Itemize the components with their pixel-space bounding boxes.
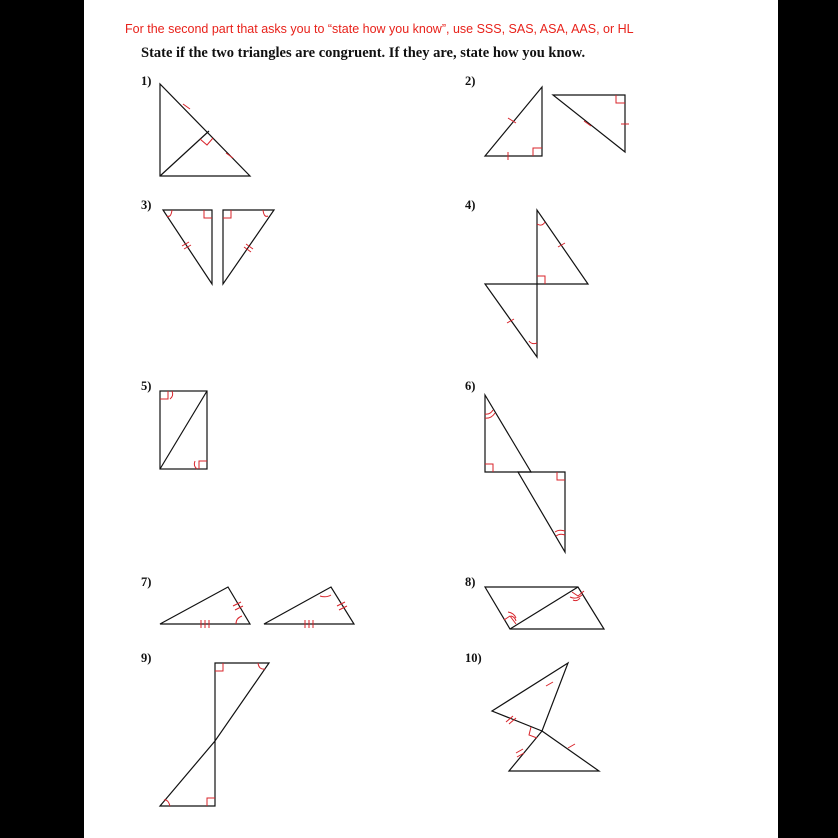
problem-2-number: 2): [465, 74, 476, 88]
problem-10-number: 10): [465, 651, 482, 665]
problem-6-number: 6): [465, 379, 476, 393]
figure-7: [160, 587, 354, 628]
figure-2: [485, 87, 629, 160]
figure-3: [163, 210, 274, 284]
figure-5: [160, 391, 207, 469]
problem-9-number: 9): [141, 651, 152, 665]
figure-1: [160, 84, 250, 176]
figure-4: [485, 210, 588, 357]
problem-1-number: 1): [141, 74, 152, 88]
instruction-note: For the second part that asks you to “state how you know”, use SSS, SAS, ASA, AAS, or HL: [125, 22, 634, 36]
figure-10: [492, 663, 599, 771]
problem-8-number: 8): [465, 575, 476, 589]
worksheet-heading: State if the two triangles are congruent. If they are, state how you know.: [141, 45, 586, 61]
problem-3-number: 3): [141, 198, 152, 212]
figure-9: [160, 663, 269, 806]
problem-4-number: 4): [465, 198, 476, 212]
problem-7-number: 7): [141, 575, 152, 589]
problem-5-number: 5): [141, 379, 152, 393]
figure-8: [485, 587, 604, 629]
figure-6: [485, 395, 565, 552]
